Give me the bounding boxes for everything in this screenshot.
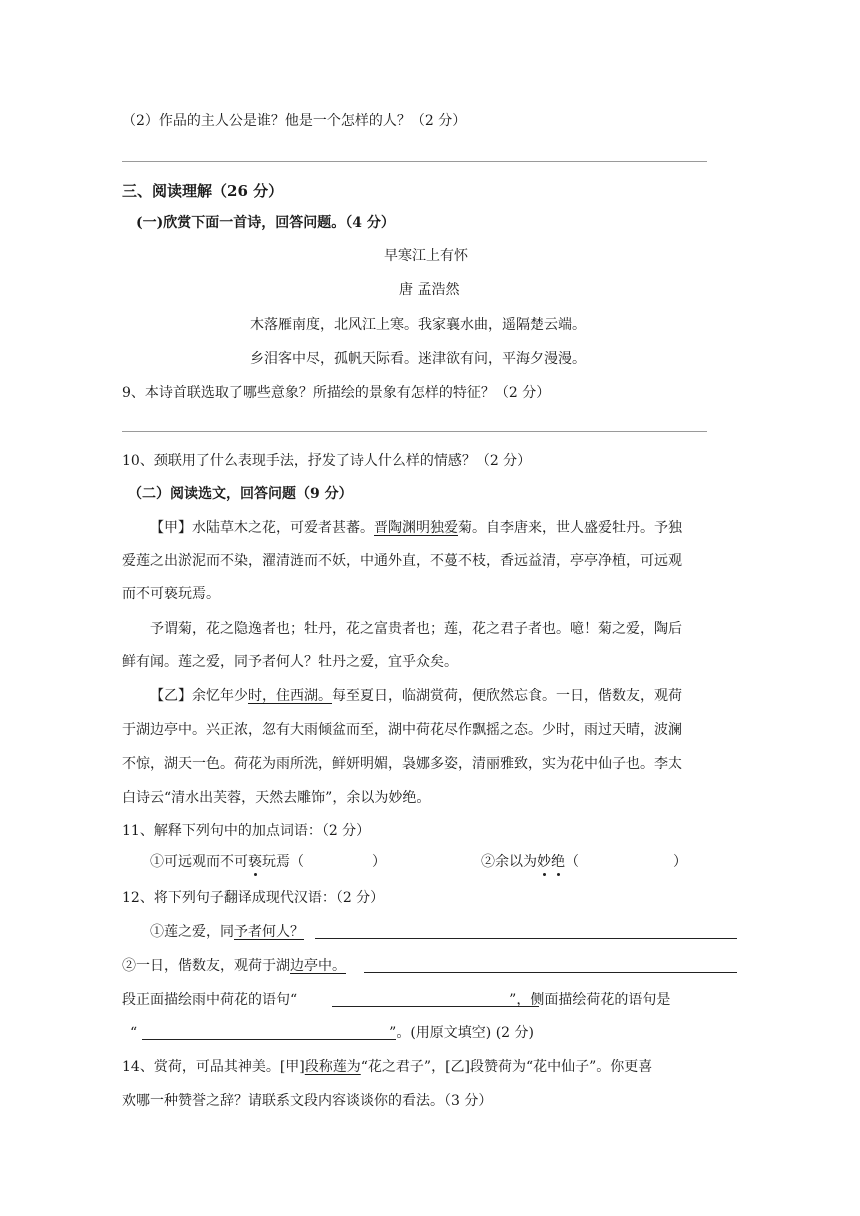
poem-title: 早寒江上有怀 xyxy=(384,248,468,264)
part-heading-2: （二）阅读选文，回答问题（9 分） xyxy=(128,486,353,502)
part-heading-1: (一)欣赏下面一首诗，回答问题。（4 分） xyxy=(136,215,395,231)
item-text: “花之君子”，[乙]段赞荷为“花中仙子”。你更喜 xyxy=(360,1059,653,1075)
answer-line[interactable] xyxy=(142,1039,396,1040)
question-14-line xyxy=(122,1057,652,1077)
item-text: “ xyxy=(130,1025,138,1041)
item-text: ”。(用原文填空) (2 分) xyxy=(389,1025,534,1041)
item-text: ） xyxy=(372,854,386,870)
question-11: 11、解释下列句中的加点词语：（2 分） xyxy=(122,823,371,839)
passage-jia-line xyxy=(150,518,682,538)
passage-text: 【甲】水陆草木之花，可爱者甚蕃。 xyxy=(150,520,374,536)
passage-text: 每至夏日，临湖赏荷，便欣然忘食。一日，偕数友，观荷 xyxy=(332,688,682,704)
question-10: 10、颈联用了什么表现手法，抒发了诗人什么样的情感？（2 分） xyxy=(122,453,532,469)
poem-author: 唐 孟浩然 xyxy=(399,282,460,298)
poem-line: 木落雁南度，北风江上寒。我家襄水曲，遥隔楚云端。 xyxy=(250,317,586,333)
question-prev-2: （2）作品的主人公是谁？他是一个怎样的人？（2 分） xyxy=(122,113,467,129)
question-12-item-b xyxy=(122,956,346,976)
item-text: ） xyxy=(673,854,687,870)
underlined-text: 边亭中。 xyxy=(290,958,346,974)
item-text: 段正面描绘雨中荷花的语句“ xyxy=(122,992,298,1008)
question-12-item-a xyxy=(150,922,304,942)
dotted-word: 妙 xyxy=(537,854,551,870)
item-text: ”，侧面描绘荷花的语句是 xyxy=(509,992,671,1008)
question-14-line: 欢哪一种赞誉之辞？请联系文段内容谈谈你的看法。（3 分） xyxy=(122,1093,493,1109)
question-12: 12、将下列句子翻译成现代汉语：（2 分） xyxy=(122,890,385,906)
question-9: 9、本诗首联选取了哪些意象？所描绘的景象有怎样的特征？（2 分） xyxy=(122,385,551,401)
passage-jia-line: 爱莲之出淤泥而不染，濯清涟而不妖，中通外直，不蔓不枝，香远益清，亭亭净植，可远观 xyxy=(122,553,682,569)
passage-jia-line: 而不可亵玩焉。 xyxy=(122,586,220,602)
item-text: 14、赏荷，可品其神美。[甲] xyxy=(122,1059,305,1075)
item-text: ②一日，偕数友，观荷于湖 xyxy=(122,958,290,974)
passage-yi-line: 白诗云“清水出芙蓉，天然去雕饰”，余以为妙绝。 xyxy=(122,790,431,806)
dotted-word: 绝 xyxy=(551,854,565,870)
passage-jia-line: 予谓菊，花之隐逸者也；牡丹，花之富贵者也；莲，花之君子者也。噫！菊之爱，陶后 xyxy=(150,621,682,637)
answer-line[interactable] xyxy=(364,972,737,973)
underlined-text: 时，住西湖。 xyxy=(248,688,332,704)
answer-line xyxy=(122,431,707,432)
answer-line[interactable] xyxy=(315,938,737,939)
underlined-text: 晋陶渊明独爱 xyxy=(374,520,458,536)
passage-yi-line: 于湖边亭中。兴正浓，忽有大雨倾盆而至，湖中荷花尽作飘摇之态。少时，雨过天晴，波澜 xyxy=(122,722,682,738)
item-text: （ xyxy=(565,854,579,870)
passage-text: 【乙】余忆年少 xyxy=(150,688,248,704)
dotted-word: 亵 xyxy=(248,854,262,870)
question-11-item-b xyxy=(481,852,687,872)
poem-line: 乡泪客中尽，孤帆天际看。迷津欲有问，平海夕漫漫。 xyxy=(250,351,586,367)
question-13-line xyxy=(130,1023,534,1043)
passage-text: 菊。自李唐来，世人盛爱牡丹。予独 xyxy=(458,520,682,536)
passage-yi-line xyxy=(150,686,682,706)
item-text: ①可远观而不可 xyxy=(150,854,248,870)
underlined-text: 予者何人？ xyxy=(234,924,304,940)
question-11-item-a xyxy=(150,852,386,872)
item-text: ②余以为 xyxy=(481,854,537,870)
section-heading: 三、阅读理解（26 分） xyxy=(122,182,284,200)
passage-yi-line: 不惊，湖天一色。荷花为雨所洗，鲜妍明媚，袅娜多姿，清丽雅致，实为花中仙子也。李太 xyxy=(122,756,682,772)
answer-line[interactable] xyxy=(332,1006,539,1007)
underlined-text: 段称莲为 xyxy=(304,1059,361,1075)
item-text: 玩焉（ xyxy=(262,854,304,870)
passage-jia-line: 鲜有闻。莲之爱，同予者何人？牡丹之爱，宜乎众矣。 xyxy=(122,654,458,670)
question-13-line xyxy=(122,990,670,1010)
answer-line xyxy=(122,161,707,162)
item-text: ①莲之爱，同 xyxy=(150,924,234,940)
